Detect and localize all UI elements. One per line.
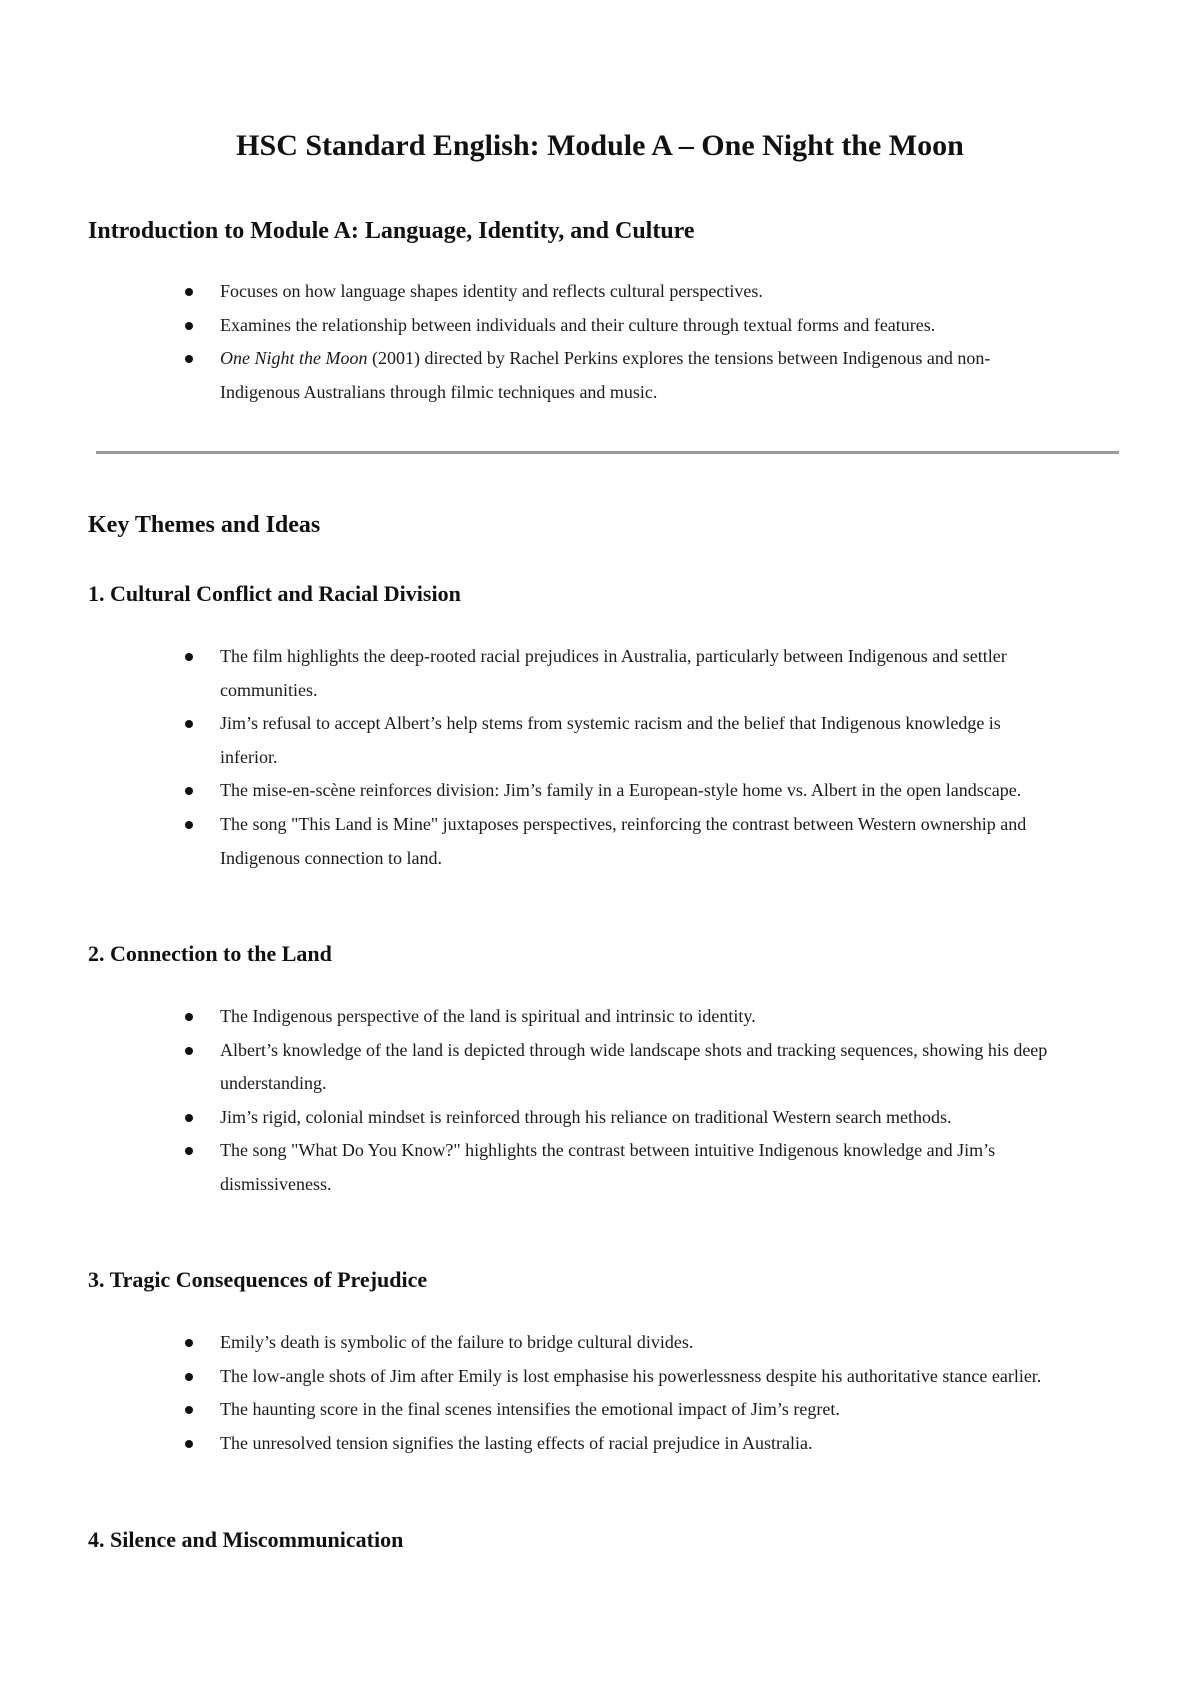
section-1-bullet-list (0, 640, 1200, 875)
list-item: Emily’s death is symbolic of the failure to bridge cultural divides. (0, 1326, 1200, 1360)
list-item: The unresolved tension signifies the lasting effects of racial prejudice in Australia. (0, 1427, 1200, 1461)
film-title: One Night the Moon (220, 348, 368, 369)
list-item: Focuses on how language shapes identity and reflects cultural perspectives. (0, 275, 1200, 309)
list-item: The low-angle shots of Jim after Emily is lost emphasise his powerlessness despite his authoritative stance earlier. (0, 1360, 1200, 1394)
list-item: The Indigenous perspective of the land is spiritual and intrinsic to identity. (0, 1000, 1200, 1034)
section-2-bullet-list (0, 1000, 1200, 1202)
list-item: The mise-en-scène reinforces division: Jim’s family in a European-style home vs. Albert in the open landscape. (0, 774, 1200, 808)
section-heading-4: 4. Silence and Miscommunication (88, 1527, 404, 1552)
list-item: Albert’s knowledge of the land is depicted through wide landscape shots and tracking sequences, showing his deep understanding. (0, 1034, 1200, 1101)
list-item: Examines the relationship between individuals and their culture through textual forms and features. (0, 309, 1200, 343)
intro-heading: Introduction to Module A: Language, Identity, and Culture (88, 218, 695, 244)
intro-bullet-list (0, 275, 1200, 409)
list-item: The song "This Land is Mine" juxtaposes perspectives, reinforcing the contrast between Western ownership and Indigenous connection to land. (0, 808, 1200, 875)
list-item: Jim’s rigid, colonial mindset is reinforced through his reliance on traditional Western search methods. (0, 1101, 1200, 1135)
list-item: The film highlights the deep-rooted racial prejudices in Australia, particularly between Indigenous and settler communities. (0, 640, 1200, 707)
list-item: Jim’s refusal to accept Albert’s help stems from systemic racism and the belief that Indigenous knowledge is inferior. (0, 707, 1200, 774)
document-title: HSC Standard English: Module A – One Night the Moon (236, 129, 964, 162)
section-heading-1: 1. Cultural Conflict and Racial Division (88, 581, 461, 606)
section-3-bullet-list (0, 1326, 1200, 1460)
list-item: The haunting score in the final scenes intensifies the emotional impact of Jim’s regret. (0, 1393, 1200, 1427)
list-item (0, 342, 1200, 409)
key-themes-heading: Key Themes and Ideas (88, 512, 321, 538)
section-heading-2: 2. Connection to the Land (88, 941, 332, 966)
list-item-text: (2001) directed by Rachel Perkins explores the tensions between Indigenous and non-Indigenous Australians through filmic techniques and music. (220, 348, 991, 402)
section-divider (96, 451, 1119, 454)
section-heading-3: 3. Tragic Consequences of Prejudice (88, 1267, 428, 1292)
list-item: The song "What Do You Know?" highlights the contrast between intuitive Indigenous knowledge and Jim’s dismissiveness. (0, 1134, 1200, 1201)
